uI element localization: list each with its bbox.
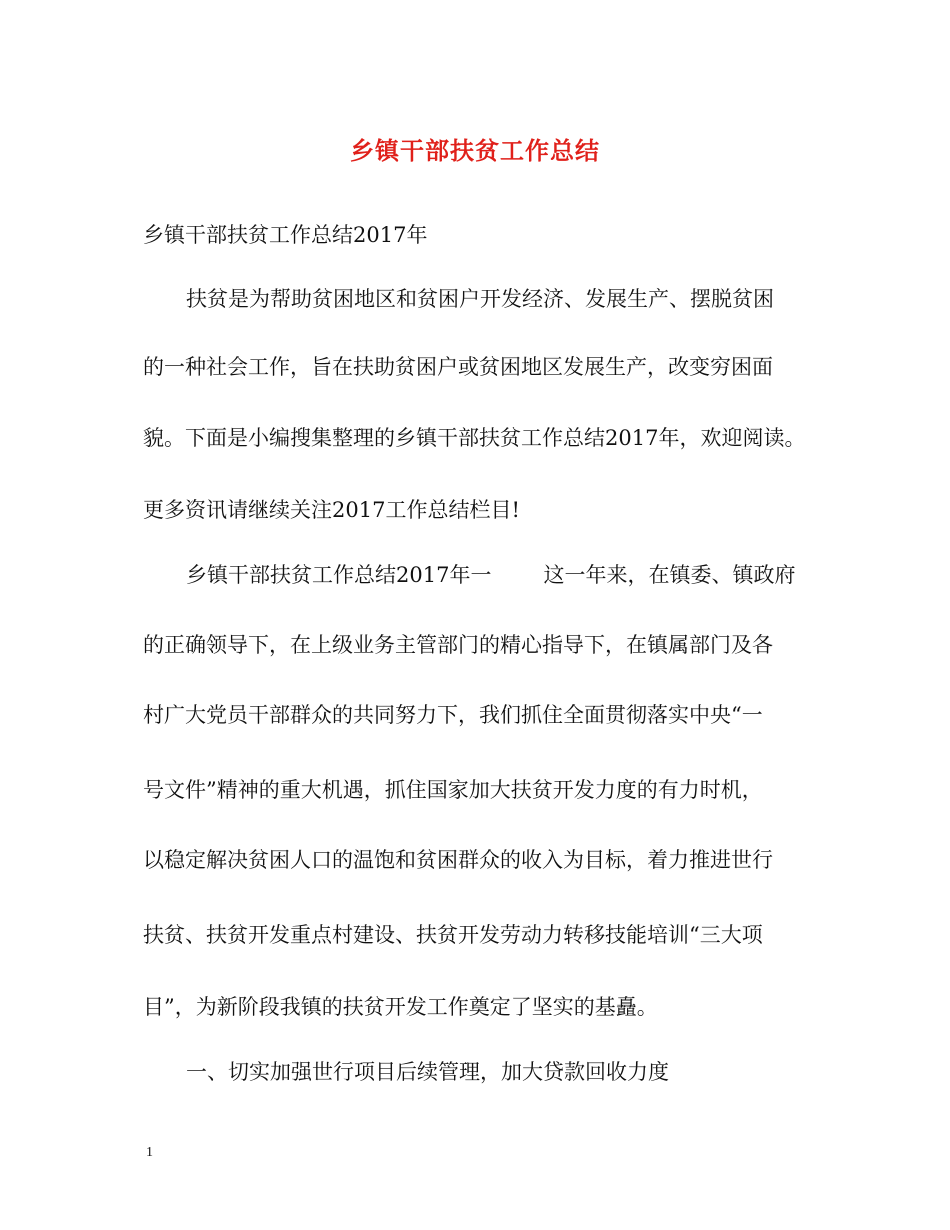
paragraph-line: 目”，为新阶段我镇的扶贫开发工作奠定了坚实的基矗。	[143, 995, 658, 1019]
section-first-text: 这一年来，在镇委、镇政府	[543, 563, 796, 587]
paragraph-line: 的正确领导下，在上级业务主管部门的精心指导下，在镇属部门及各	[143, 633, 773, 657]
paragraph-line: 扶贫是为帮助贫困地区和贫困户开发经济、发展生产、摆脱贫困	[186, 287, 774, 311]
paragraph-line: 以稳定解决贫困人口的温饱和贫困群众的收入为目标，着力推进世行	[143, 848, 773, 872]
paragraph-line: 更多资讯请继续关注2017工作总结栏目!	[143, 498, 520, 522]
paragraph-line: 村广大党员干部群众的共同努力下，我们抓住全面贯彻落实中央“一	[143, 703, 763, 727]
page-number: 1	[146, 1145, 153, 1160]
paragraph-line: 貌。下面是小编搜集整理的乡镇干部扶贫工作总结2017年，欢迎阅读。	[143, 426, 806, 450]
paragraph-line: 的一种社会工作，旨在扶助贫困户或贫困地区发展生产，改变穷困面	[143, 355, 773, 379]
section-heading: 乡镇干部扶贫工作总结2017年一	[186, 563, 492, 587]
section-first-line	[186, 560, 795, 590]
paragraph-line: 扶贫、扶贫开发重点村建设、扶贫开发劳动力转移技能培训“三大项	[143, 923, 763, 947]
paragraph-line: 号文件”精神的重大机遇，抓住国家加大扶贫开发力度的有力时机，	[143, 778, 763, 802]
document-subtitle: 乡镇干部扶贫工作总结2017年	[143, 223, 428, 247]
document-title: 乡镇干部扶贫工作总结	[350, 136, 600, 165]
item-heading: 一、切实加强世行项目后续管理，加大贷款回收力度	[186, 1060, 669, 1084]
